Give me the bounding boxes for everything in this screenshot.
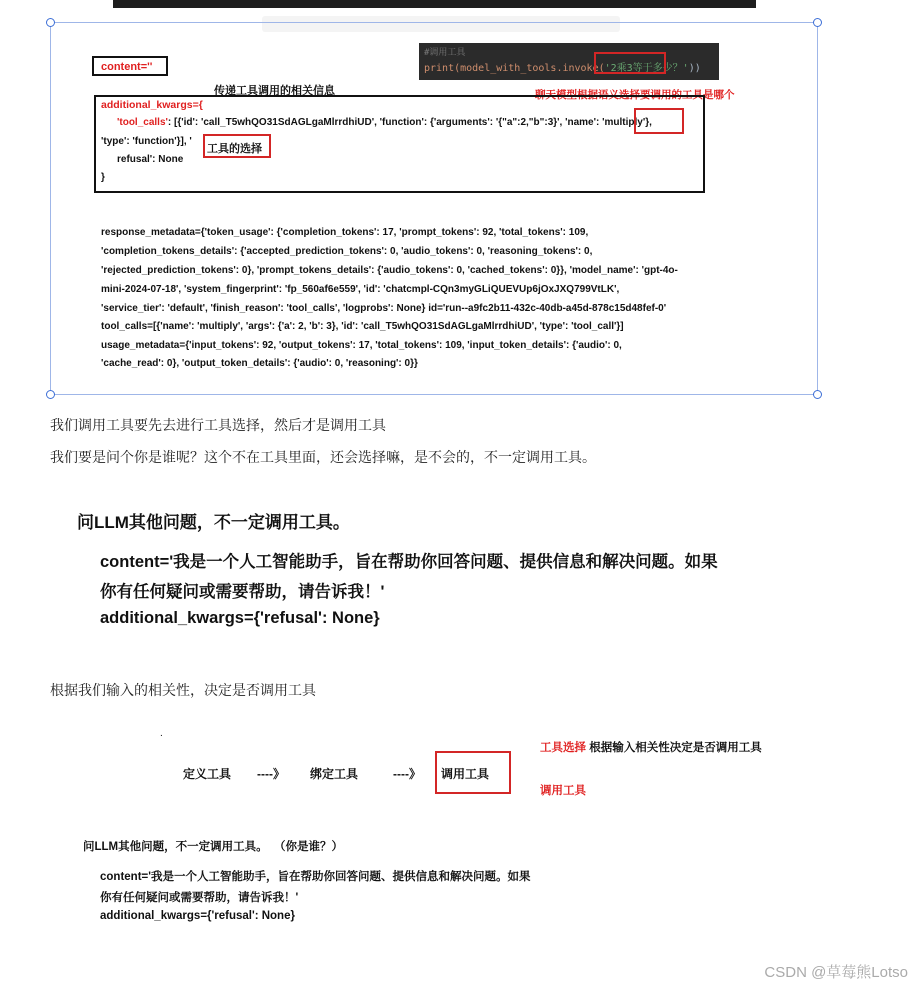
flow-step-define: 定义工具	[183, 767, 232, 781]
flow-dot: .	[160, 728, 163, 739]
figure3-line3: additional_kwargs={'refusal': None}	[100, 910, 295, 922]
tool-choice-label: 工具的选择	[207, 143, 262, 155]
figure3-line1: content='我是一个人工智能助手，旨在帮助你回答问题、提供信息和解决问题。如果	[100, 871, 531, 883]
tool-calls-line	[117, 117, 652, 128]
figure3-title	[83, 838, 343, 854]
paragraph-2: 我们要是问个你是谁呢？这个不在工具里面，还会选择嘛，是不会的，不一定调用工具。	[50, 449, 596, 465]
meta-line-7: 'cache_read': 0}, 'output_token_details': {'audio': 0, 'reasoning': 0}}	[101, 358, 418, 369]
flow-arrow-2: ----》	[393, 767, 421, 781]
flow-step-bind: 绑定工具	[310, 767, 359, 781]
meta-line-6: usage_metadata={'input_tokens': 92, 'output_tokens': 17, 'total_tokens': 109, 'input_token_details': {'audio': 0,	[101, 340, 622, 351]
paragraph-1: 我们调用工具要先去进行工具选择，然后才是调用工具	[50, 417, 386, 433]
figure2-line2: 你有任何疑问或需要帮助，请告诉我！'	[100, 583, 385, 601]
csdn-watermark: CSDN @草莓熊Lotso	[764, 964, 908, 981]
resize-handle-top-right[interactable]	[813, 18, 822, 27]
paragraph-3: 根据我们输入的相关性，决定是否调用工具	[50, 682, 316, 698]
meta-line-5: tool_calls=[{'name': 'multiply', 'args': {'a': 2, 'b': 3}, 'id': 'call_T5whQO31SdAGLgaMlrrdhiUD', 'type': 'tool_call'}]	[101, 321, 624, 332]
figure2-line3: additional_kwargs={'refusal': None}	[100, 609, 380, 627]
figure3-title-suffix: （你是谁？）	[274, 841, 344, 853]
tool-calls-text: : [{'id': 'call_T5whQO31SdAGLgaMlrrdhiUD', 'function': {'arguments': '{"a":2,"b":3}', 'name': '	[167, 117, 605, 128]
code-string: '2乘3等于多少？'	[604, 63, 689, 74]
resize-handle-top-left[interactable]	[46, 18, 55, 27]
figure1-heading: 传递工具调用的相关信息	[214, 85, 335, 97]
meta-line-3: mini-2024-07-18', 'system_fingerprint': 'fp_560af6e559', 'id': 'chatcmpl-CQn3myGLiQUEVUp6jOxJXQ799VtLK',	[101, 284, 620, 295]
figure2-title: 问LLM其他问题，不一定调用工具。	[77, 513, 350, 532]
tool-name-highlight	[634, 108, 684, 134]
figure3-line2: 你有任何疑问或需要帮助，请告诉我！'	[100, 892, 299, 904]
tool-name: multiply	[604, 117, 643, 128]
flow-note-black: 根据输入相关性决定是否调用工具	[586, 742, 762, 754]
meta-line-0: response_metadata={'token_usage': {'completion_tokens': 17, 'prompt_tokens': 92, 'total_tokens': 109,	[101, 227, 589, 238]
flow-step-call: 调用工具	[441, 767, 490, 781]
resize-handle-bottom-right[interactable]	[813, 390, 822, 399]
flow-arrow-1: ----》	[257, 767, 285, 781]
resize-handle-bottom-left[interactable]	[46, 390, 55, 399]
type-line: 'type': 'function'}], '	[101, 136, 192, 147]
code-editor-panel	[419, 43, 719, 80]
tool-calls-end: '},	[642, 117, 652, 128]
refusal-line: refusal': None	[117, 154, 184, 165]
annotation-red: 聊天模型根据语义选择要调用的工具是哪个	[535, 89, 735, 101]
code-string-highlight	[594, 52, 666, 74]
figure3-title-main: 问LLM其他问题，不一定调用工具。	[83, 841, 268, 853]
meta-line-4: 'service_tier': 'default', 'finish_reason': 'tool_calls', 'logprobs': None} id='run--a9fc2b11-432c-40db-a45d-878c15d48fef-0'	[101, 303, 667, 314]
code-prefix: print(model_with_tools.invoke(	[424, 63, 605, 74]
content-label: content=''	[101, 61, 153, 73]
meta-line-1: 'completion_tokens_details': {'accepted_prediction_tokens': 0, 'audio_tokens': 0, 'reasoning_tokens': 0,	[101, 246, 593, 257]
flow-note	[540, 739, 762, 755]
flow-note-red: 工具选择	[540, 742, 586, 754]
code-comment: #调用工具	[424, 48, 466, 58]
top-dark-strip	[113, 0, 756, 8]
meta-line-2: 'rejected_prediction_tokens': 0}, 'prompt_tokens_details': {'audio_tokens': 0, 'cached_tokens': 0}}, 'model_name': 'gpt-4o-	[101, 265, 678, 276]
kwargs-label: additional_kwargs={	[101, 99, 203, 111]
flow-note2: 调用工具	[540, 785, 586, 797]
tool-calls-key: 'tool_calls'	[117, 117, 168, 128]
code-suffix: ))	[688, 63, 701, 74]
figure2-line1: content='我是一个人工智能助手，旨在帮助你回答问题、提供信息和解决问题。如果	[100, 553, 718, 571]
close-brace: }	[101, 172, 105, 183]
